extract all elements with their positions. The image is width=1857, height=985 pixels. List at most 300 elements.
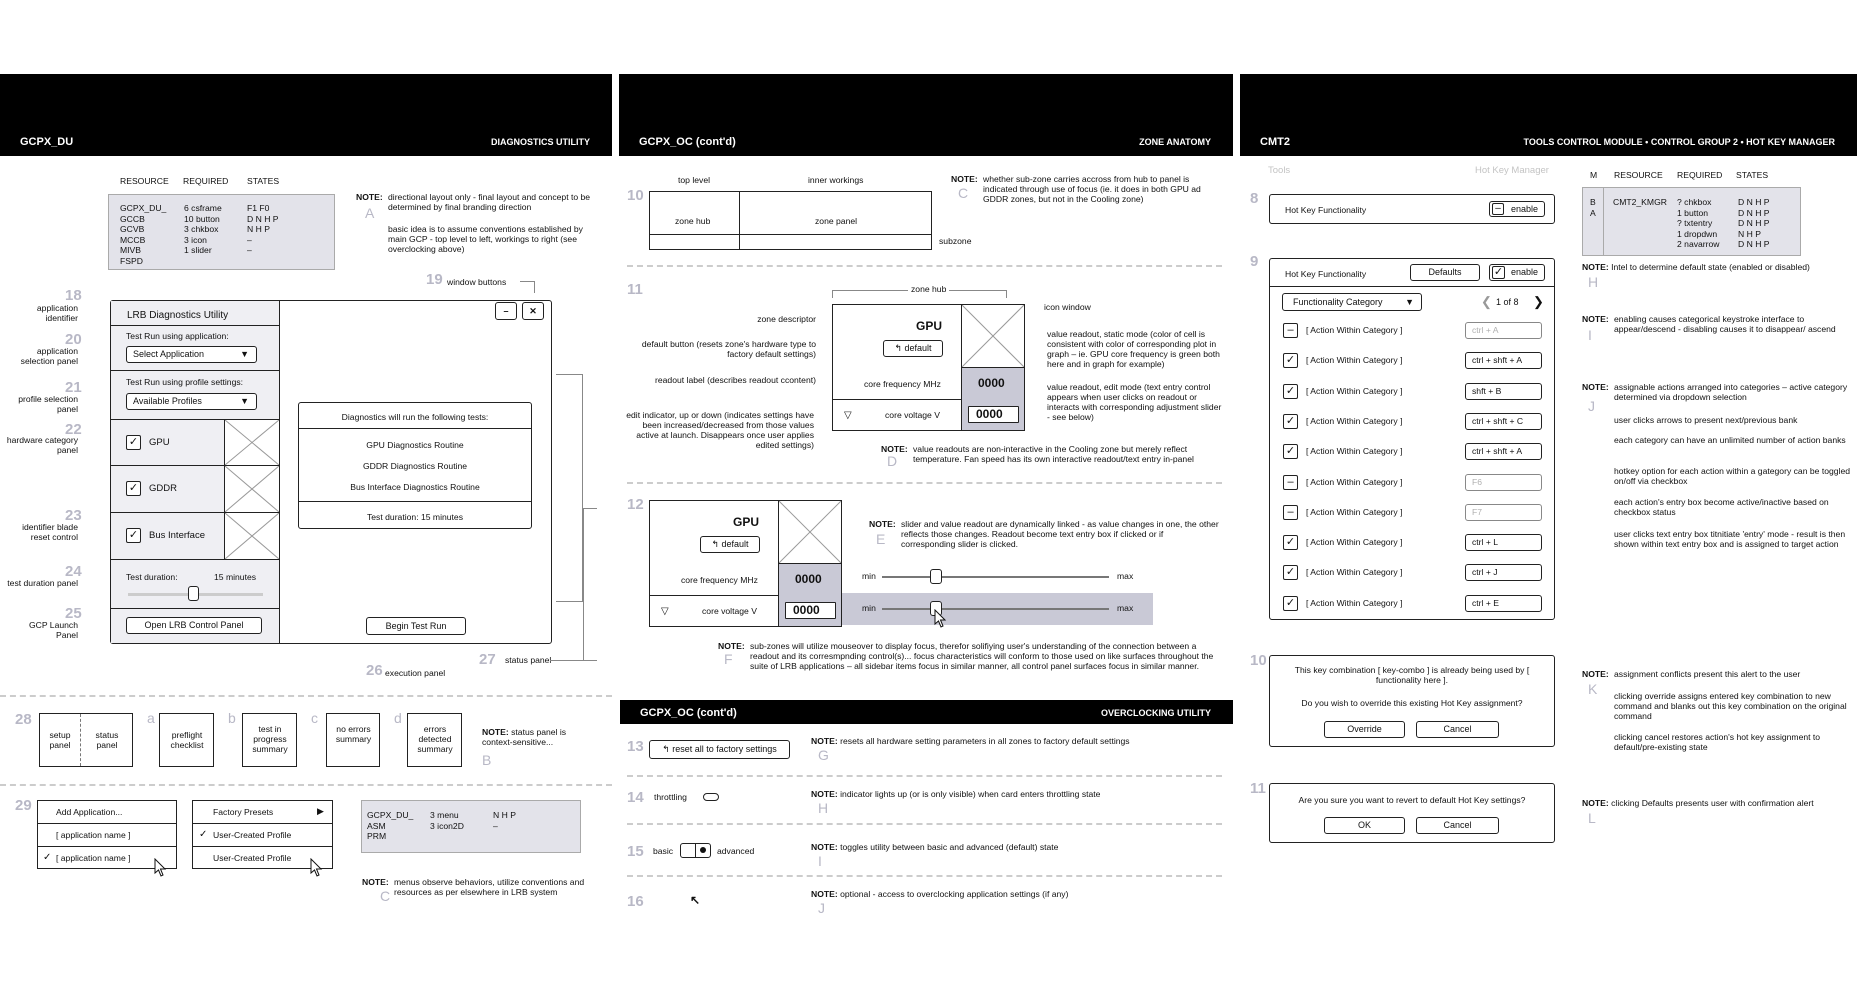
hotkey-entry[interactable]: ctrl + J [1465,564,1542,581]
leader-line [556,374,583,602]
menu-divider [38,846,176,847]
callout-label: hardware category panel [6,435,78,455]
box-label: no errors summary [335,724,372,744]
note-letter: F [724,651,733,667]
category-blade-gddr[interactable] [111,466,280,513]
ok-button[interactable]: OK [1324,817,1405,834]
note-letter: E [876,531,886,547]
hotkey-entry[interactable]: ctrl + shft + C [1465,413,1542,430]
reset-blade-icon[interactable] [224,513,279,559]
page-indicator: 1 of 8 [1496,297,1519,307]
states-list: D N H P D N H P D N H P N H P D N H P [1738,197,1770,249]
zone-diagram [649,191,932,250]
hotkey-entry[interactable]: ctrl + shft + A [1465,443,1542,460]
callout-number: 11 [1250,780,1266,797]
cursor-icon [154,858,168,878]
box-label: test in progress summary [252,724,288,754]
cursor-icon [934,609,948,629]
dropdown-arrow-icon: ▼ [1405,297,1414,307]
slider-max-label: max [1117,571,1134,581]
col-resource: RESOURCE [120,176,169,186]
settings-tool-icon[interactable]: ↖ [690,893,701,907]
freq-slider-track[interactable] [882,576,1109,578]
note-text: menus observe behaviors, utilize conventions and resources as per elsewhere in LRB system [394,877,585,897]
checkbox[interactable]: ✓ [126,435,141,450]
panel-title: GCPX_DU [20,136,74,148]
summary-title: Diagnostics will run the following tests: [341,412,489,422]
note-text: enabling causes categorical keystroke interface to appear/descend - disabling causes it to disappear/ ascend [1614,314,1836,334]
duration-value: 15 minutes [214,572,257,582]
label: zone hub [908,284,949,294]
divider [739,192,740,249]
menu-divider [193,823,332,824]
col-resource: RESOURCE [1614,170,1663,180]
callout-label: identifier blade reset control [22,522,78,542]
dropdown-value: Select Application [133,349,205,359]
callout-number: 9 [1250,253,1259,270]
box-label: setup panel [49,730,71,750]
menu-divider [193,846,332,847]
leader-line [520,281,535,293]
action-label: [ Action Within Category ] [1306,597,1403,608]
col-divider [1603,188,1604,255]
readout-static[interactable] [778,564,841,595]
readout-value: 0000 [795,572,822,586]
note-text: resets all hardware setting parameters in all zones to factory default settings [840,736,1130,746]
note-letter: J [1588,398,1595,414]
default-button[interactable] [883,340,943,357]
action-label: [ Action Within Category ] [1306,476,1403,487]
col-required: REQUIRED [183,176,229,186]
minimize-button[interactable]: – [495,302,517,320]
duration-line: Test duration: 15 minutes [366,512,464,522]
note-text: clicking Defaults presents user with confirmation alert [1611,798,1814,808]
zone-descriptor: GPU [916,319,943,333]
alert-text: Are you sure you want to revert to default Hot Key settings? [1298,795,1526,805]
callout-label: status panel [505,655,552,665]
resource-table-right [1582,187,1801,256]
note-text: each category can have an unlimited number of action banks [1614,435,1846,445]
menu-divider [38,823,176,824]
category-label: GPU [149,437,170,448]
panel-subtitle: TOOLS CONTROL MODULE • CONTROL GROUP 2 • HOT KEY MANAGER [1523,137,1835,147]
duration-label: Test duration: [126,572,178,582]
note-text: basic idea is to assume conventions established by main GCP - top level to left, workings to right (see overclocking above) [388,224,583,254]
toggle-dot [700,847,706,853]
note-text: whether sub-zone carries accross from hub to panel is indicated through use of focus (ie. it does in both GPU ad GDDR zones, but not in the Cooling zone) [983,174,1201,204]
note-text: Intel to determine default state (enabled or disabled) [1611,262,1810,272]
note-j: NOTE: assignable actions arranged into categories – active category determined via dropdown selection user clicks arrows to present next/previous bank each category can have an unlimited number of action banks hotkey option for each action within a gategory can be toggled on/off via checkbox each action's entry box become active/inactive based on checkbox status user clicks text entry box titnitiate 'entry' mode - result is then shown within text entry box and is assigned to target action [1582,382,1851,549]
panel-subtitle: ZONE ANATOMY [1139,137,1211,147]
readout-edit-cell [778,595,841,626]
prev-arrow-icon[interactable]: ❮ [1481,294,1492,309]
hotkey-entry[interactable]: ctrl + L [1465,534,1542,551]
panel-title: GCPX_OC (cont'd) [639,136,736,148]
hotkey-entry[interactable]: ctrl + A [1465,322,1542,339]
menu-item[interactable]: [ application name ] [56,853,131,863]
action-row [1270,471,1554,495]
readout-value: 0000 [793,603,820,617]
note-c: NOTE: menus observe behaviors, utilize conventions and resources as per elsewhere in LRB system [362,878,602,888]
action-checkbox[interactable]: ✓ [1283,565,1298,580]
readout-static[interactable] [961,368,1024,399]
test-profile-label: Test Run using profile settings: [126,377,244,387]
open-control-panel-button[interactable]: Open LRB Control Panel [126,617,262,634]
note-letter: K [1588,681,1598,697]
note-h: NOTE: Intel to determine default state (enabled or disabled) [1582,262,1810,272]
action-checkbox[interactable]: ✓ [1283,384,1298,399]
advanced-label: advanced [717,846,755,856]
default-button[interactable] [700,536,760,553]
action-label: [ Action Within Category ] [1306,415,1403,426]
box-label: preflight checklist [170,730,204,750]
menu-item[interactable]: User-Created Profile [213,853,292,863]
dropdown-arrow-icon: ▼ [240,349,249,359]
note-letter: H [818,800,829,816]
no-errors-box [326,713,380,767]
readout-label: core voltage V [702,606,757,616]
col-states: STATES [247,176,280,186]
callout-number: 24 [65,563,82,580]
enable-label: enable [1511,267,1539,277]
checkbox[interactable]: ✓ [126,481,141,496]
note-text: assignment conflicts present this alert to the user [1614,669,1801,679]
note-letter: I [1588,327,1592,343]
readout-label: core frequency MHz [864,379,941,389]
box-letter: b [228,710,236,726]
resource-list: GCPX_DU_ GCCB GCVB MCCB MIVB FSPD [120,203,167,266]
icon-window [961,305,1024,368]
resource-list: GCPX_DU_ ASM PRM [367,810,414,841]
button-label: default [904,343,932,353]
callout-label: default button (resets zone's hardware type to factory default settings) [641,339,816,359]
hotkey-entry[interactable]: ctrl + shft + A [1465,352,1542,369]
title-divider [111,325,280,326]
note-d: NOTE: value readouts are non-interactive in the Cooling zone but merely reflect temperature. Fan speed has its own interactive readout/text entry in-panel [881,445,1221,455]
note-l: NOTE: clicking Defaults presents user with confirmation alert [1582,798,1814,808]
category-blade-bus[interactable] [111,513,280,560]
category-blade-gpu[interactable] [111,419,280,466]
section-divider [627,875,1222,877]
menu-item[interactable]: [ application name ] [56,830,131,840]
hotkey-entry[interactable]: ctrl + E [1465,595,1542,612]
reset-arrow-icon: ↰ [711,539,722,549]
note-h: NOTE: indicator lights up (or is only visible) when card enters throttling state [811,789,1101,799]
diagnostics-window [110,300,552,644]
cancel-button[interactable]: Cancel [1416,721,1499,738]
box-letter: c [311,710,318,726]
callout-label: test duration panel [7,578,78,588]
action-checkbox[interactable]: – [1283,505,1298,520]
left-panel-header [0,74,612,156]
callout-number: 15 [627,843,644,860]
divider [299,428,531,429]
hkm-label: Hot Key Manager [1475,165,1549,176]
panel-subtitle: OVERCLOCKING UTILITY [1101,708,1211,718]
errors-detected-box [407,713,462,767]
slider-max-label: max [1117,603,1134,613]
callout-number: 23 [65,507,82,524]
label: inner workings [808,175,864,185]
action-checkbox[interactable]: ✓ [1283,414,1298,429]
callout-number: 26 [366,662,383,679]
readout-edit-cell [961,399,1024,430]
menu-item[interactable]: Add Application... [56,807,123,817]
box-label: errors detected summary [417,724,453,754]
col-required: REQUIRED [1677,170,1723,180]
action-label: [ Action Within Category ] [1306,446,1403,457]
hotkey-enable-bar [1269,194,1555,224]
note-e: NOTE: slider and value readout are dynamically linked - as value changes in one, the other reflects those changes. Readout become text entry box if clicked or if corresponding slider is clicked. [869,519,1219,549]
test-item: GDDR Diagnostics Routine [362,461,468,471]
required-list: ? chkbox 1 button ? txtentry 1 dropdwn 2 navarrow [1677,197,1720,249]
note-letter: C [380,888,391,904]
mid-panel-header [619,74,1233,156]
section-divider [627,482,1222,484]
hotkey-panel [1269,258,1555,620]
edit-indicator-icon: ▽ [661,606,669,617]
label: zone panel [815,216,858,226]
callout-label: profile selection panel [18,394,78,414]
callout-label: value readout, edit mode (text entry control appears when user clicks on readout or interacts with corresponding adjustment slider - see below) [1047,382,1222,422]
note-letter: C [958,185,969,201]
zone-descriptor: GPU [733,515,760,529]
callout-label: application identifier [36,303,78,323]
zone-panel-gpu [649,500,842,627]
conflict-alert [1269,655,1555,747]
action-checkbox[interactable]: ✓ [1283,596,1298,611]
test-item: Bus Interface Diagnostics Routine [350,482,480,492]
note-b: NOTE: status panel is context-sensitive... [482,727,567,747]
panel-subtitle: DIAGNOSTICS UTILITY [491,137,590,147]
note-i: NOTE: enabling causes categorical keystroke interface to appear/descend - disabling causes it to disappear/ ascend [1582,315,1852,325]
duration-slider-knob[interactable] [188,586,199,601]
note-g: NOTE: resets all hardware setting parameters in all zones to factory default settings [811,736,1130,746]
callout-number: 16 [627,893,644,910]
mid-section-header [620,700,1233,724]
override-button[interactable]: Override [1324,721,1405,738]
tools-label: Tools [1268,165,1291,176]
enable-toggle[interactable] [1489,264,1545,281]
action-row [1270,380,1554,404]
next-arrow-icon[interactable]: ❯ [1533,294,1544,309]
note-text: optional - access to overclocking application settings (if any) [840,889,1069,899]
button-label: default [721,539,749,549]
divider [650,234,931,235]
mode-toggle[interactable] [680,843,711,858]
dropdown-value: Available Profiles [133,396,202,406]
callout-number: 13 [627,738,644,755]
note-letter: B [482,752,492,768]
leader-line [550,660,595,661]
toggle-divider [695,844,696,857]
window-title: LRB Diagnostics Utility [127,310,229,321]
reset-arrow-icon: ↰ [662,744,673,754]
reset-blade-icon[interactable] [224,466,279,512]
available-profiles-dropdown[interactable] [126,393,257,410]
action-checkbox[interactable]: – [1283,475,1298,490]
hotkey-entry[interactable]: shft + B [1465,383,1542,400]
note-text: slider and value readout are dynamically linked - as value changes in one, the other reflects those changes. Readout become text entry box if clicked or if corresponding slider is clicked. [901,519,1219,549]
note-letter: D [887,453,898,469]
reset-blade-icon[interactable] [224,420,279,465]
select-application-dropdown[interactable] [126,346,257,363]
callout-number: 21 [65,379,82,396]
note-letter: A [365,205,375,221]
col-states: STATES [1736,170,1769,180]
hotkey-entry[interactable]: F7 [1465,504,1542,521]
label: zone hub [675,216,711,226]
category-label: Bus Interface [149,530,205,541]
button-label: reset all to factory settings [672,744,777,754]
callout-number: 12 [627,496,644,513]
note-letter: L [1588,810,1596,826]
slider-min-label: min [862,603,876,613]
alert-text: Do you wish to override this existing Hot Key assignment? [1301,698,1523,708]
callout-label: edit indicator, up or down (indicates settings have been increased/decreased from those values active at launch. Disappears once user applies edited settings) [626,410,814,450]
menu-item[interactable]: User-Created Profile [213,830,292,840]
throttling-label: throttling [654,792,687,802]
icon-window [778,501,841,564]
diagnostics-summary [298,402,532,529]
volt-slider-track[interactable] [882,608,1109,610]
category-label: GDDR [149,483,177,494]
leader-line [583,508,597,661]
menu-item[interactable]: Factory Presets [213,807,274,817]
action-label: [ Action Within Category ] [1306,385,1403,396]
note-text: indicator lights up (or is only visible) when card enters throttling state [840,789,1101,799]
callout-number: 10 [627,187,644,204]
hotkey-entry[interactable]: F6 [1465,474,1542,491]
col-m: M [1590,170,1598,180]
action-row [1270,501,1554,525]
callout-label: GCP Launch Panel [28,620,78,640]
cursor-icon [310,858,324,878]
enable-checkbox[interactable]: – [1492,203,1504,215]
edit-indicator-icon: ▽ [844,410,852,421]
dropdown-value: Functionality Category [1293,297,1383,307]
note-text: user clicks arrows to present next/previous bank [1614,415,1798,425]
defaults-button[interactable]: Defaults [1410,264,1480,281]
action-label: [ Action Within Category ] [1306,506,1403,517]
label: subzone [939,236,972,246]
readout-label: core frequency MHz [681,575,758,585]
action-label: [ Action Within Category ] [1306,567,1403,578]
action-row [1270,349,1554,373]
reset-factory-button[interactable] [649,740,790,759]
test-item: GPU Diagnostics Routine [366,440,464,450]
note-text: clicking override assigns entered key combination to new command and blanks out this key combination on the original command [1614,691,1847,721]
note-text: directional layout only - final layout and concept to be determined by final branding direction [388,192,591,212]
throttling-indicator [703,793,719,801]
box-divider [80,714,81,766]
dropdown-arrow-icon: ▼ [240,396,249,406]
enable-checkbox[interactable]: ✓ [1493,266,1504,278]
action-checkbox[interactable]: – [1283,323,1298,338]
action-row [1270,531,1554,555]
note-letter: H [1588,274,1599,290]
freq-slider-knob[interactable] [930,569,942,584]
action-checkbox[interactable]: ✓ [1283,444,1298,459]
note-letter: I [818,853,822,869]
resource-table [108,194,335,270]
callout-number: 14 [627,789,644,806]
note-i: NOTE: toggles utility between basic and advanced (default) state [811,842,1059,852]
divider [299,501,531,502]
callout-number: 19 [426,271,443,288]
box-letter: d [394,710,402,726]
callout-label: window buttons [447,277,507,287]
revert-alert [1269,783,1555,843]
required-list: 6 csframe 10 button 3 chkbox 3 icon 1 slider [184,203,222,255]
panel-title: GCPX_OC (cont'd) [640,707,737,719]
alert-text: This key combination [ key-combo ] is already being used by [ functionality here ]. [1294,665,1530,685]
resource-header [1590,170,1768,180]
readout-value: 0000 [978,376,1005,390]
note-letter: G [818,747,829,763]
note-letter: J [818,900,825,916]
note-text: assignable actions arranged into categories – active category determined via dropdown selection [1614,382,1848,402]
box-letter: a [147,710,155,726]
panel-title: CMT2 [1260,136,1290,148]
test-app-label: Test Run using application: [126,331,229,341]
cancel-button[interactable]: Cancel [1416,817,1499,834]
resource-list: CMT2_KMGR [1613,197,1667,207]
note-text: clicking cancel restores action's hot key assignment to default/pre-existing state [1614,732,1821,752]
enable-toggle[interactable] [1489,201,1545,217]
callout-label: zone descriptor [757,314,816,324]
action-label: [ Action Within Category ] [1306,355,1403,366]
resource-table-2 [361,800,581,853]
callout-number: 8 [1250,190,1259,207]
label: icon window [1044,302,1091,312]
states-list: F1 F0 D N H P N H P – – [247,203,279,255]
action-checkbox[interactable]: ✓ [1283,535,1298,550]
submenu-arrow-icon: ▶ [317,806,324,816]
close-button[interactable]: ✕ [522,302,544,320]
checkbox[interactable]: ✓ [126,528,141,543]
hkf-label: Hot Key Functionality [1285,205,1367,215]
callout-number: 25 [65,605,82,622]
category-dropdown[interactable] [1282,293,1422,311]
check-icon: ✓ [43,852,52,863]
callout-number: 10 [1250,652,1267,669]
slider-min-label: min [862,571,876,581]
action-row [1270,319,1554,343]
begin-test-run-button[interactable]: Begin Test Run [366,617,466,635]
divider [1270,286,1554,287]
section-divider [627,775,1222,777]
section-divider [627,265,1222,267]
basic-label: basic [653,846,674,856]
callout-number: 20 [65,331,82,348]
section-divider [627,823,1222,825]
callout-label: value readout, static mode (color of cell is consistent with color of corresponding plot in graph – ie. GPU core frequency is green both here and in graph for example) [1047,329,1220,369]
callout-number: 27 [479,651,496,668]
note-c: NOTE: whether sub-zone carries accross from hub to panel is indicated through use of focus (ie. it does in both GPU ad GDDR zones, but not in the Cooling zone) [951,175,1221,185]
action-checkbox[interactable]: ✓ [1283,353,1298,368]
enable-label: enable [1511,204,1539,214]
action-label: [ Action Within Category ] [1306,537,1403,548]
required-list: 3 menu 3 icon2D [430,810,464,831]
callout-label: application selection panel [20,346,78,366]
readout-entry[interactable] [785,602,836,619]
callout-number: 28 [15,711,32,728]
section-divider [0,784,612,786]
action-row [1270,592,1554,616]
readout-entry[interactable] [968,406,1019,423]
callout-number: 22 [65,421,82,438]
